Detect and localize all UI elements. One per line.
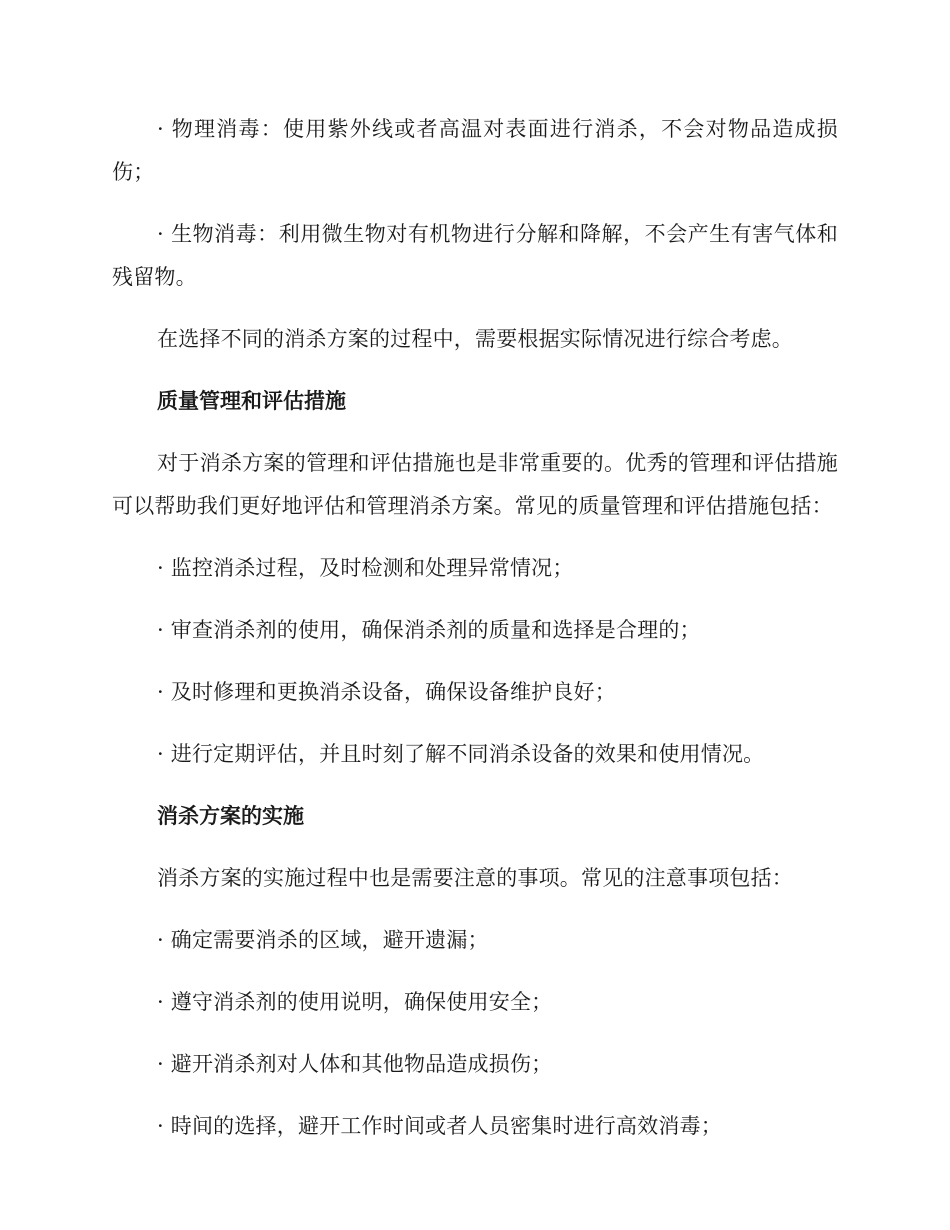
bullet-biological-disinfection: · 生物消毒：利用微生物对有机物进行分解和降解，不会产生有害气体和残留物。 — [112, 222, 838, 289]
bullet-define-area: · 确定需要消杀的区域，避开遗漏； — [157, 928, 489, 952]
bullet-avoid-damage: · 避开消杀剂对人体和其他物品造成损伤； — [157, 1052, 553, 1076]
bullet-review-agents: · 审查消杀剂的使用，确保消杀剂的质量和选择是合理的； — [157, 618, 701, 642]
paragraph-quality-intro: 对于消杀方案的管理和评估措施也是非常重要的。优秀的管理和评估措施可以帮助我们更好地评估和管理消杀方案。常见的质量管理和评估措施包括： — [112, 451, 838, 518]
paragraph-selection-note: 在选择不同的消杀方案的过程中，需要根据实际情况进行综合考虑。 — [157, 327, 793, 351]
bullet-monitor-process: · 监控消杀过程，及时检测和处理异常情况； — [157, 556, 574, 580]
bullet-timing-choice: · 時间的选择，避开工作时间或者人员密集时进行高效消毒； — [157, 1114, 722, 1138]
paragraph-implementation-intro: 消杀方案的实施过程中也是需要注意的事项。常见的注意事项包括： — [157, 866, 793, 890]
section-heading-quality-management: 质量管理和评估措施 — [157, 389, 346, 413]
bullet-follow-instructions: · 遵守消杀剂的使用说明，确保使用安全； — [157, 990, 553, 1014]
bullet-physical-disinfection: · 物理消毒：使用紫外线或者高温对表面进行消杀，不会对物品造成损伤； — [112, 117, 838, 184]
document-page — [112, 108, 838, 1167]
bullet-repair-equipment: · 及时修理和更换消杀设备，确保设备维护良好； — [157, 680, 616, 704]
section-heading-implementation: 消杀方案的实施 — [157, 804, 304, 828]
bullet-regular-evaluation: · 进行定期评估，并且时刻了解不同消杀设备的效果和使用情况。 — [157, 742, 765, 766]
